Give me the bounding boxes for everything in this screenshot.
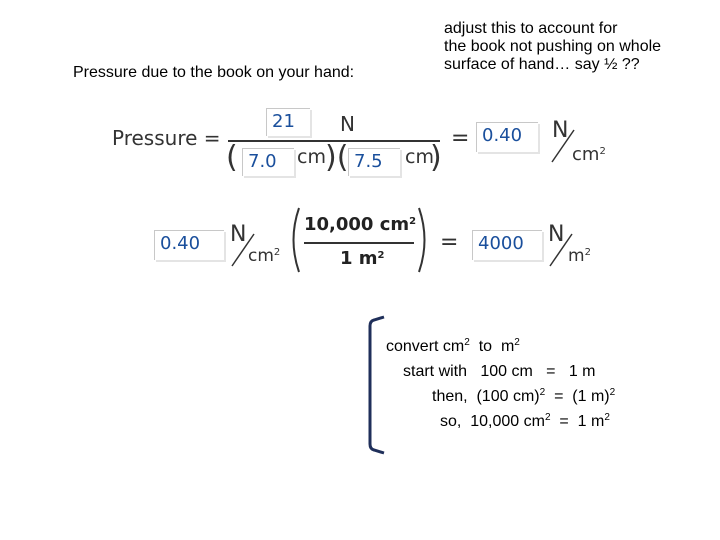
- input-unit-top: N: [230, 222, 247, 247]
- conversion-text: to m: [469, 338, 515, 355]
- factor-bar: [304, 242, 414, 244]
- equals-sign: =: [451, 126, 470, 151]
- input-pressure-box: 0.40: [154, 230, 224, 260]
- conversion-line-2: start with 100 cm = 1 m: [403, 363, 596, 380]
- bracket-icon: [366, 314, 388, 456]
- length-unit: cm: [297, 146, 326, 168]
- factor-bottom-exp: 2: [377, 250, 385, 261]
- input-unit-bottom-text: cm: [248, 246, 274, 266]
- equals-sign: =: [440, 230, 459, 255]
- factor-top-text: 10,000 cm: [304, 214, 410, 235]
- result-unit-top: N: [552, 118, 569, 143]
- conversion-text: so, 10,000 cm: [440, 413, 545, 430]
- paren-mid: )(: [325, 140, 349, 175]
- adjust-note-line: surface of hand… say ½ ??: [444, 56, 640, 73]
- result-unit-bottom-text: cm: [572, 144, 600, 165]
- result-unit-bottom: [572, 144, 606, 165]
- final-unit-top: N: [548, 222, 565, 247]
- exponent: 2: [609, 387, 616, 398]
- conversion-text: then, (100 cm): [432, 388, 540, 405]
- final-result-box: 4000: [472, 230, 542, 260]
- conversion-line-1: [386, 337, 520, 357]
- exponent: 2: [539, 387, 546, 398]
- exponent: 2: [464, 337, 470, 348]
- paren-close: ): [430, 140, 442, 175]
- conversion-line-4: [440, 412, 610, 432]
- adjust-note-line: adjust this to account for: [444, 20, 618, 37]
- big-paren-open: [286, 206, 302, 274]
- adjust-note: [444, 20, 661, 74]
- exponent: 2: [514, 337, 520, 348]
- factor-bottom: [340, 248, 385, 269]
- length-value-box: 7.0: [242, 148, 294, 176]
- big-paren-close: [416, 206, 432, 274]
- width-value-box: 7.5: [348, 148, 400, 176]
- final-unit-exp: 2: [584, 247, 591, 258]
- adjust-note-line: the book not pushing on whole: [444, 38, 662, 55]
- force-unit: N: [340, 112, 355, 136]
- final-unit-bottom-text: m: [568, 246, 585, 266]
- result-unit-exp: 2: [599, 146, 606, 157]
- conversion-line-3: [432, 387, 615, 407]
- factor-top-exp: 2: [409, 216, 417, 227]
- factor-top: [304, 214, 416, 235]
- input-unit-exp: 2: [273, 247, 281, 258]
- conversion-text: = (1 m): [545, 388, 610, 405]
- factor-bottom-text: 1 m: [340, 248, 378, 269]
- pressure-label: Pressure =: [112, 126, 221, 150]
- force-value-box: 21: [266, 108, 310, 136]
- paren-open: (: [226, 140, 238, 175]
- pressure-result-box: 0.40: [476, 122, 538, 152]
- heading: Pressure due to the book on your hand:: [73, 64, 355, 81]
- input-unit-bottom: [248, 246, 280, 266]
- conversion-text: = 1 m: [550, 413, 605, 430]
- width-unit: cm: [405, 146, 434, 168]
- exponent: 2: [604, 412, 610, 423]
- conversion-text: convert cm: [386, 338, 465, 355]
- exponent: 2: [544, 412, 551, 423]
- final-unit-bottom: [568, 246, 591, 266]
